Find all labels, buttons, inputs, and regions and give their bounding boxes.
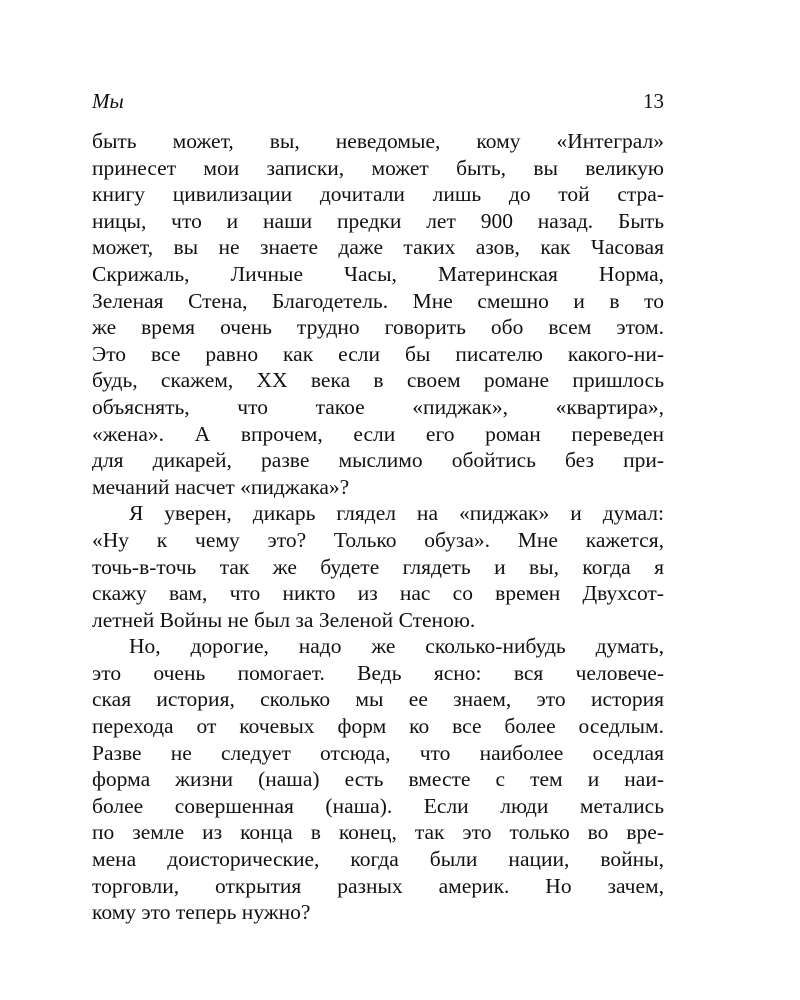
text-line: книгу цивилизации дочитали лишь до той стра- xyxy=(92,182,664,207)
text-line: мена доисторические, когда были нации, войны, xyxy=(92,847,664,872)
text-line: принесет мои записки, может быть, вы великую xyxy=(92,155,664,180)
text-line: точь-в-точь так же будете глядеть и вы, когда я xyxy=(92,554,664,579)
text-line: по земле из конца в конец, так это только во вре- xyxy=(92,820,664,845)
running-title: Мы xyxy=(92,89,124,113)
text-line: кому это теперь нужно? xyxy=(92,900,311,925)
text-line: будь, скажем, XX века в своем романе пришлось xyxy=(92,368,664,393)
text-line: более совершенная (наша). Если люди метались xyxy=(92,793,664,818)
running-head xyxy=(92,86,664,116)
text-line: Разве не следует отсюда, что наиболее оседлая xyxy=(92,740,664,765)
text-line: быть может, вы, неведомые, кому «Интеграл» xyxy=(92,129,664,153)
text-line: Скрижаль, Личные Часы, Материнская Норма, xyxy=(92,261,664,286)
text-line: объяснять, что такое «пиджак», «квартира», xyxy=(92,394,664,419)
text-line: ская история, сколько мы ее знаем, это история xyxy=(92,687,664,712)
text-line: торговли, открытия разных америк. Но зачем, xyxy=(92,873,664,898)
text-line: «жена». А впрочем, если его роман переведен xyxy=(92,421,664,446)
text-line: же время очень трудно говорить обо всем этом. xyxy=(92,315,664,340)
text-line: Зеленая Стена, Благодетель. Мне смешно и в то xyxy=(92,288,664,313)
text-line: мечаний насчет «пиджака»? xyxy=(92,474,350,499)
text-line: Но, дорогие, надо же сколько-нибудь думать, xyxy=(129,634,664,659)
text-line: Это все равно как если бы писателю какого-ни- xyxy=(92,341,664,366)
text-line: «Ну к чему это? Только обуза». Мне кажется, xyxy=(92,527,664,552)
text-line: для дикарей, разве мыслимо обойтись без при- xyxy=(92,448,664,473)
text-line: ницы, что и наши предки лет 900 назад. Быть xyxy=(92,208,664,233)
text-line: это очень помогает. Ведь ясно: вся человече- xyxy=(92,660,664,685)
text-line: скажу вам, что никто из нас со времен Двухсот- xyxy=(92,581,664,606)
body-text xyxy=(92,128,664,926)
text-line: форма жизни (наша) есть вместе с тем и наи- xyxy=(92,767,664,792)
text-line: может, вы не знаете даже таких азов, как Часовая xyxy=(92,235,664,260)
text-line: Я уверен, дикарь глядел на «пиджак» и думал: xyxy=(129,501,664,526)
text-line: перехода от кочевых форм ко все более оседлым. xyxy=(92,714,664,739)
text-line: летней Войны не был за Зеленой Стеною. xyxy=(92,607,476,632)
page-number: 13 xyxy=(643,89,664,113)
